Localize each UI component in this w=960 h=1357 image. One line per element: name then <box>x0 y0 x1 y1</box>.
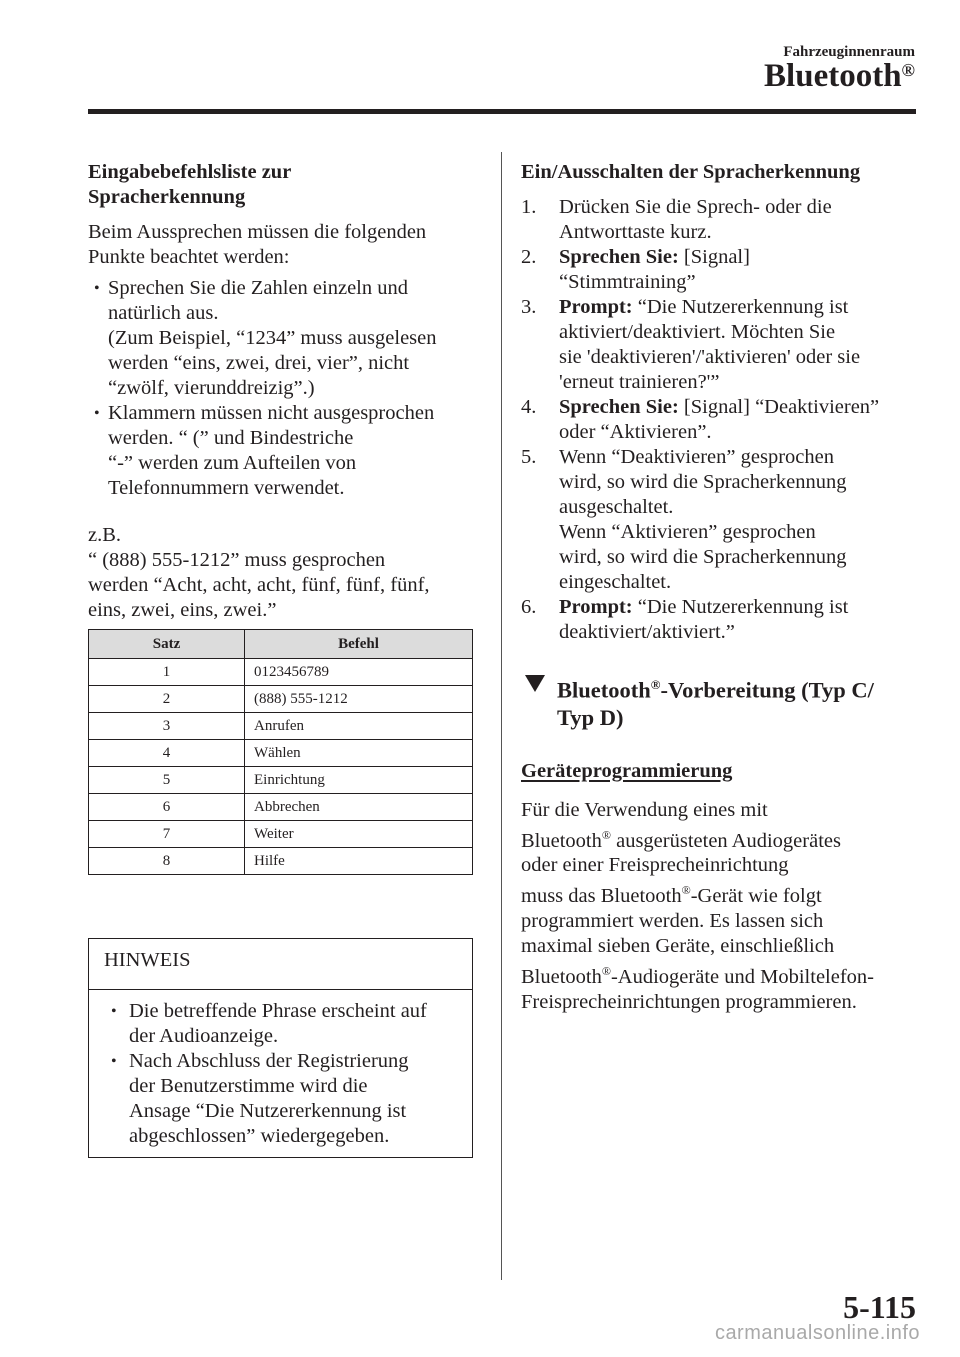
chapter-label: Fahrzeuginnenraum <box>783 44 915 60</box>
table-cell: 1 <box>89 659 245 686</box>
table-cell: 4 <box>89 740 245 767</box>
list-item <box>521 295 921 395</box>
text-run: Bluetooth <box>521 965 602 988</box>
list-item <box>521 445 921 595</box>
text-line: eingeschaltet. <box>559 571 672 593</box>
left-column <box>88 160 478 875</box>
table-row <box>89 686 473 713</box>
section-heading-bluetooth-setup <box>521 671 921 731</box>
example-paragraph <box>88 523 478 623</box>
watermark-text: carmanualsonline.info <box>714 1322 920 1344</box>
table-cell: Anrufen <box>245 713 473 740</box>
text-line: wird, so wird die Spracherkennung <box>559 546 847 568</box>
text-line <box>521 878 921 909</box>
text-line <box>559 295 921 320</box>
note-box <box>88 938 473 1158</box>
note-divider <box>89 989 472 990</box>
step-number: 1. <box>521 196 537 218</box>
text-line: Ansage “Die Nutzererkennung ist <box>129 1100 407 1122</box>
list-item <box>521 245 921 295</box>
text-line: z.B. <box>88 524 122 546</box>
text-line: “ (888) 555-1212” muss gesprochen <box>88 549 386 571</box>
list-item <box>111 1049 461 1149</box>
text-line: oder “Aktivieren”. <box>559 421 712 443</box>
step-label: Sprechen Sie: <box>559 246 679 268</box>
text-line: werden “Acht, acht, acht, fünf, fünf, fünf, <box>88 574 430 596</box>
command-table <box>88 629 473 875</box>
text-line: Wenn “Aktivieren” gesprochen <box>559 521 816 543</box>
text-line: Freisprecheinrichtungen programmieren. <box>521 990 857 1013</box>
table-header-row <box>89 630 473 659</box>
text-line: Wenn “Deaktivieren” gesprochen <box>559 446 834 468</box>
text-line: werden. “ (” und Bindestriche <box>108 427 354 449</box>
step-label: Prompt: <box>559 296 633 318</box>
text-line: aktiviert/deaktiviert. Möchten Sie <box>559 321 836 343</box>
text-line: “zwölf, vierunddreizig”.) <box>108 377 315 399</box>
table-row <box>89 740 473 767</box>
table-cell: Abbrechen <box>245 794 473 821</box>
text-line: eins, zwei, eins, zwei.” <box>88 599 277 621</box>
table-cell: Einrichtung <box>245 767 473 794</box>
registered-mark: ® <box>681 883 691 898</box>
section-triangle-icon <box>525 675 545 692</box>
subheading-device-pairing: Geräteprogrammierung <box>521 759 733 782</box>
registered-mark: ® <box>650 677 661 692</box>
column-divider <box>501 152 502 1280</box>
table-row <box>89 659 473 686</box>
heading-text: Bluetooth <box>557 677 651 703</box>
step-number: 4. <box>521 396 537 418</box>
step-text: “Die Nutzererkennung ist <box>632 596 849 618</box>
text-line <box>559 395 921 420</box>
bullet-icon: • <box>94 280 100 297</box>
text-line: natürlich aus. <box>108 302 219 324</box>
text-run: Bluetooth <box>521 829 602 852</box>
table-row <box>89 767 473 794</box>
table-row <box>89 794 473 821</box>
list-item <box>94 276 478 401</box>
step-label: Prompt: <box>559 596 633 618</box>
header-title-text: Bluetooth <box>764 58 902 94</box>
section-heading-voice-commands <box>88 160 478 210</box>
text-line: (Zum Beispiel, “1234” muss ausgelesen <box>108 327 437 349</box>
note-list <box>111 999 461 1149</box>
table-cell: Wählen <box>245 740 473 767</box>
text-line: der Audioanzeige. <box>129 1025 279 1047</box>
registered-mark: ® <box>901 60 915 80</box>
column-header-satz: Satz <box>89 630 245 659</box>
heading-line <box>557 671 921 704</box>
text-line: wird, so wird die Spracherkennung <box>559 471 847 493</box>
table-row <box>89 821 473 848</box>
text-line: Punkte beachtet werden: <box>88 246 290 268</box>
table-row <box>89 848 473 875</box>
section-heading-voice-toggle: Ein/Ausschalten der Spracherkennung <box>521 161 861 183</box>
table-cell: (888) 555-1212 <box>245 686 473 713</box>
step-text: [Signal] <box>678 246 750 268</box>
text-line <box>559 245 921 270</box>
list-item <box>521 395 921 445</box>
text-run: ausgerüsteten Audiogerätes <box>610 829 841 852</box>
text-line: 'erneut trainieren?'” <box>559 371 720 393</box>
text-line: Sprechen Sie die Zahlen einzeln und <box>108 277 408 299</box>
text-line: maximal sieben Geräte, einschließlich <box>521 935 835 958</box>
text-line: oder einer Freisprecheinrichtung <box>521 854 789 877</box>
text-run: -Gerät wie folgt <box>690 885 822 908</box>
text-line: “Stimmtraining” <box>559 271 696 293</box>
right-column <box>521 160 921 1015</box>
text-line: Telefonnummern verwendet. <box>108 477 345 499</box>
text-line: Beim Aussprechen müssen die folgenden <box>88 221 427 243</box>
registered-mark: ® <box>601 827 611 842</box>
intro-paragraph <box>88 220 478 270</box>
step-text: [Signal] “Deaktivieren” <box>678 396 880 418</box>
pronunciation-bullets <box>94 276 478 501</box>
note-title: HINWEIS <box>104 949 191 971</box>
table-cell: 7 <box>89 821 245 848</box>
bullet-icon: • <box>111 1003 117 1020</box>
table-cell: 6 <box>89 794 245 821</box>
text-line: Nach Abschluss der Registrierung <box>129 1050 409 1072</box>
text-line: sie 'deaktivieren'/'aktivieren' oder sie <box>559 346 861 368</box>
heading-line: Spracherkennung <box>88 186 246 208</box>
step-text: “Die Nutzererkennung ist <box>632 296 849 318</box>
list-item <box>111 999 461 1049</box>
text-line: ausgeschaltet. <box>559 496 674 518</box>
step-number: 5. <box>521 446 537 468</box>
text-run: -Audiogeräte und Mobiltelefon- <box>610 965 874 988</box>
heading-line: Typ D) <box>557 704 624 730</box>
heading-text: -Vorbereitung (Typ C/ <box>660 677 874 703</box>
text-line: Die betreffende Phrase erscheint auf <box>129 1000 427 1022</box>
column-header-befehl: Befehl <box>245 630 473 659</box>
table-cell: 3 <box>89 713 245 740</box>
pairing-paragraph <box>521 798 921 1015</box>
list-item <box>521 595 921 645</box>
step-number: 6. <box>521 596 537 618</box>
text-line: Antworttaste kurz. <box>559 221 712 243</box>
toggle-steps <box>521 195 921 645</box>
header-rule <box>88 109 916 114</box>
table-cell: 0123456789 <box>245 659 473 686</box>
table-cell: 5 <box>89 767 245 794</box>
table-cell: 2 <box>89 686 245 713</box>
page-header-title <box>764 58 915 95</box>
list-item <box>521 195 921 245</box>
text-line: programmiert werden. Es lassen sich <box>521 910 824 933</box>
step-number: 3. <box>521 296 537 318</box>
bullet-icon: • <box>111 1053 117 1070</box>
text-line: Für die Verwendung eines mit <box>521 798 768 821</box>
list-item <box>94 401 478 501</box>
bullet-icon: • <box>94 405 100 422</box>
step-label: Sprechen Sie: <box>559 396 679 418</box>
table-cell: Weiter <box>245 821 473 848</box>
text-line <box>521 959 921 990</box>
page-number: 5-115 <box>843 1289 916 1325</box>
text-line: der Benutzerstimme wird die <box>129 1075 368 1097</box>
registered-mark: ® <box>601 964 611 979</box>
text-line: Klammern müssen nicht ausgesprochen <box>108 402 435 424</box>
heading-line: Eingabebefehlsliste zur <box>88 161 292 183</box>
text-line: Drücken Sie die Sprech- oder die <box>559 196 832 218</box>
text-line: abgeschlossen” wiedergegeben. <box>129 1125 390 1147</box>
text-run: muss das Bluetooth <box>521 885 682 908</box>
table-row <box>89 713 473 740</box>
table-cell: 8 <box>89 848 245 875</box>
text-line <box>521 823 921 854</box>
text-line: deaktiviert/aktiviert.” <box>559 621 735 643</box>
text-line <box>559 595 921 620</box>
table-cell: Hilfe <box>245 848 473 875</box>
text-line: werden “eins, zwei, drei, vier”, nicht <box>108 352 410 374</box>
text-line: “-” werden zum Aufteilen von <box>108 452 357 474</box>
step-number: 2. <box>521 246 537 268</box>
